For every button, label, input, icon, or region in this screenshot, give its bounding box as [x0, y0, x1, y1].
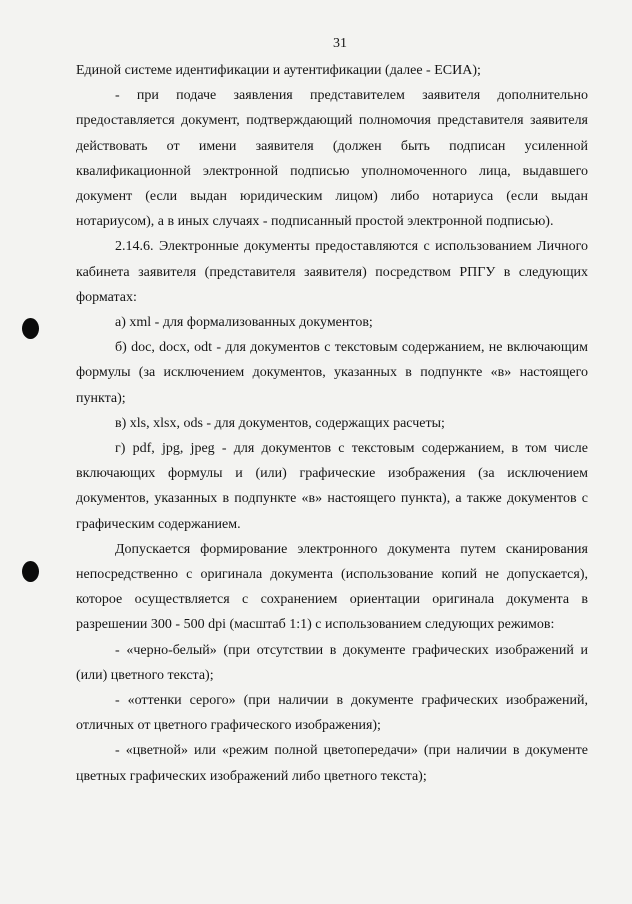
punch-hole-mark: [22, 318, 39, 339]
punch-hole-mark: [22, 561, 39, 582]
page-number: 31: [333, 36, 347, 51]
list-item-color: - «цветной» или «режим полной цветопередачи» (при наличии в документе цветных графических изображений либо цветного текста);: [76, 743, 588, 784]
list-item-grayscale: - «оттенки серого» (при наличии в документе графических изображений, отличных от цветного графического изображения);: [76, 693, 588, 734]
paragraph-scanning: Допускается формирование электронного документа путем сканирования непосредственно с оригинала документа (использование копий не допускается), которое осуществляется с сохранением ориентации оригинала документа в разрешении 300 - 500 dpi (масштаб 1:1) с использованием следующих режимов:: [76, 541, 588, 633]
list-item-b-doc: б) doc, docx, odt - для документов с текстовым содержанием, не включающим формулы (за исключением документов, указанных в подпункте «в» настоящего пункта);: [76, 340, 588, 406]
list-item-g-pdf: г) pdf, jpg, jpeg - для документов с текстовым содержанием, в том числе включающих формулы и (или) графические изображения (за исключением документов, указанных в подпункте «в» настоящего пункта), а также документов с графическим содержанием.: [76, 441, 588, 532]
list-item-a-xml: а) xml - для формализованных документов;: [115, 315, 373, 331]
list-item-v-xls: в) xls, xlsx, ods - для документов, содержащих расчеты;: [115, 415, 445, 431]
list-item-black-white: - «черно-белый» (при отсутствии в документе графических изображений и (или) цветного текста);: [76, 642, 588, 683]
document-body: [76, 58, 588, 789]
paragraph-representative-document: - при подаче заявления представителем заявителя дополнительно предоставляется документ, подтверждающий полномочия представителя заявителя действовать от имени заявителя (должен быть подписан усиленной квалификационной электронной подписью уполномоченного лица, выдавшего документ (если выдан юридическим лицом) либо нотариуса (если выдан нотариусом), а в иных случаях - подписанный простой электронной подписью).: [76, 88, 588, 230]
paragraph-esia-continuation: Единой системе идентификации и аутентификации (далее - ЕСИА);: [76, 63, 481, 78]
paragraph-2-14-6: 2.14.6. Электронные документы предоставляются с использованием Личного кабинета заявителя (представителя заявителя) посредством РПГУ в следующих форматах:: [76, 239, 588, 305]
